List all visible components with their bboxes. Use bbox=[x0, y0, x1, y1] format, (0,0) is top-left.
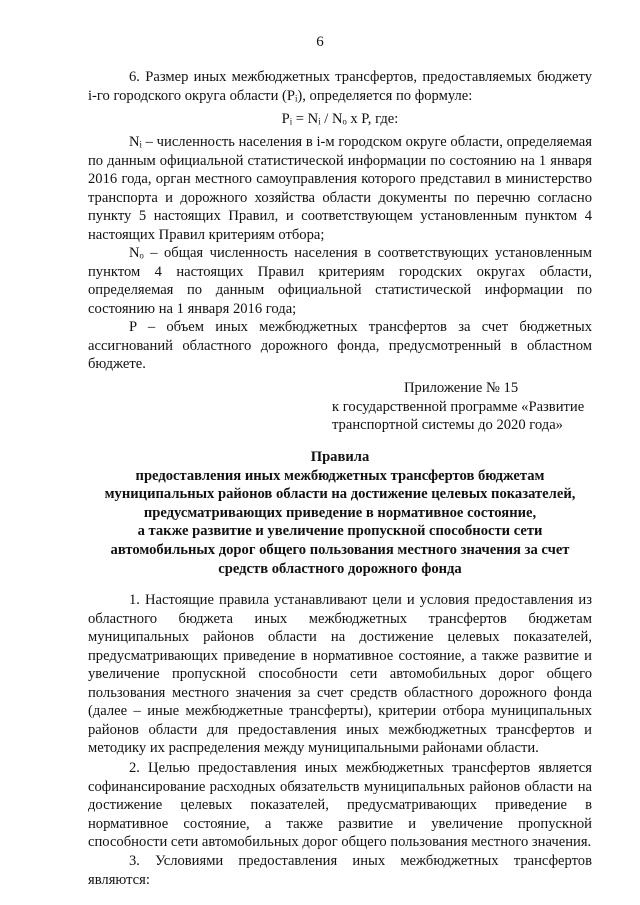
appendix-line-3: транспортной системы до 2020 года» bbox=[332, 417, 563, 433]
rule-item-3: 3. Условиями предоставления иных межбюджетных трансфертов являются: bbox=[88, 853, 592, 888]
rules-heading bbox=[88, 448, 592, 578]
appendix-block bbox=[332, 379, 592, 435]
formula-line: Pᵢ = Nᵢ / Nₒ x P, где: bbox=[281, 111, 399, 127]
heading-line-5: а также развитие и увеличение пропускной способности сети bbox=[137, 523, 543, 540]
page-number: 6 bbox=[316, 34, 324, 50]
appendix-number: Приложение № 15 bbox=[404, 380, 519, 396]
rule-item-1: 1. Настоящие правила устанавливают цели и условия предоставления из областного бюджета иных межбюджетных трансфертов бюджетам муниципальных районов области на достижение целевых показателей, предусматривающих приведение в нормативное состояние, а также развитие и увеличение пропускной способности сети автомобильных дорог общего пользования местного значения за счет средств областного дорожного фонда (далее – иные межбюджетные трансферты), критерии отбора муниципальных районов области для предоставления иных межбюджетных трансфертов и методику их распределения между муниципальными районами области. bbox=[88, 592, 592, 756]
paragraph-6: 6. Размер иных межбюджетных трансфертов, предоставляемых бюджету i-го городского округа области (Pᵢ), определяется по формуле: bbox=[88, 69, 592, 104]
appendix-line-2: к государственной программе «Развитие bbox=[332, 398, 585, 415]
heading-line-4: предусматривающих приведение в нормативное состояние, bbox=[143, 504, 537, 521]
definition-ni: Nᵢ – численность населения в i-м городском округе области, определяемая по данным официальной статистической информации по состоянию на 1 января 2016 года, орган местного самоуправления которого представил в министерство транспорта и дорожного хозяйства области документы по перечню согласно пункту 5 настоящих Правил, и соответствующем установленным пунктом 4 настоящих Правил критериям отбора; bbox=[88, 134, 592, 243]
heading-line-2: предоставления иных межбюджетных трансфертов бюджетам bbox=[135, 467, 545, 484]
rule-item-2: 2. Целью предоставления иных межбюджетных трансфертов является софинансирование расходных обязательств муниципальных районов области на достижение целевых показателей, предусматривающих приведение в нормативное состояние, а также развитие и увеличение пропускной способности сети автомобильных дорог общего пользования местного значения. bbox=[88, 760, 592, 850]
heading-line-6: автомобильных дорог общего пользования местного значения за счет bbox=[110, 541, 570, 558]
definition-no: Nₒ – общая численность населения в соответствующих установленным пунктом 4 настоящих Правил критериям городских округах области, определяемая по данным официальной статистической информации по состоянию на 1 января 2016 года; bbox=[88, 245, 592, 317]
heading-line-3: муниципальных районов области на достижение целевых показателей, bbox=[104, 486, 576, 503]
definition-p: P – объем иных межбюджетных трансфертов за счет бюджетных ассигнований областного дорожного фонда, предусмотренный в областном бюджете. bbox=[88, 319, 592, 372]
heading-title: Правила bbox=[310, 449, 370, 465]
heading-line-7: средств областного дорожного фонда bbox=[218, 560, 462, 577]
